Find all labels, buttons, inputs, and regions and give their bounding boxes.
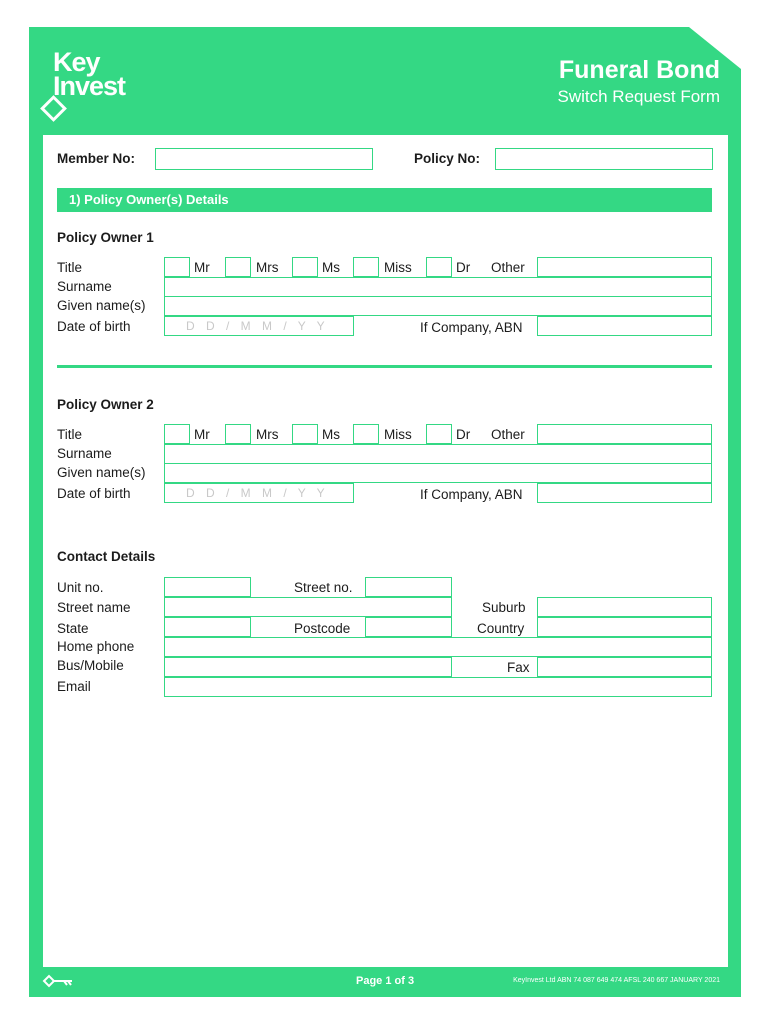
owner1-title-dr: Dr	[456, 260, 471, 275]
street-no-field[interactable]	[365, 577, 452, 597]
mobile-field[interactable]	[164, 657, 452, 677]
home-phone-field[interactable]	[164, 637, 712, 657]
section-policy-owner-details: 1) Policy Owner(s) Details	[57, 188, 712, 212]
owner1-title-mrs-checkbox[interactable]	[225, 257, 251, 277]
suburb-field[interactable]	[537, 597, 712, 617]
unit-no-label: Unit no.	[57, 580, 104, 595]
owner1-title-label: Title	[57, 260, 83, 275]
form-subtitle: Switch Request Form	[557, 87, 720, 106]
logo-line2: Invest	[53, 71, 126, 101]
owner2-title-other-field[interactable]	[537, 424, 712, 444]
owner1-title-dr-checkbox[interactable]	[426, 257, 452, 277]
page-number: Page 1 of 3	[356, 975, 415, 987]
owner2-abn-label: If Company, ABN	[420, 487, 523, 502]
street-name-label: Street name	[57, 600, 131, 615]
key-icon	[42, 974, 74, 988]
country-field[interactable]	[537, 617, 712, 637]
owner2-title-mrs-checkbox[interactable]	[225, 424, 251, 444]
email-label: Email	[57, 679, 91, 694]
unit-no-field[interactable]	[164, 577, 251, 597]
owner1-dob-placeholder: D D / M M / Y Y	[186, 319, 329, 333]
owner2-dob-label: Date of birth	[57, 486, 131, 501]
owner2-title-mr: Mr	[194, 427, 210, 442]
fax-label: Fax	[507, 660, 530, 675]
policy-no-field[interactable]	[495, 148, 713, 170]
owner2-title-label: Title	[57, 427, 83, 442]
mobile-label: Bus/Mobile	[57, 658, 124, 673]
owner2-title-miss: Miss	[384, 427, 412, 442]
owner2-given-names-field[interactable]	[164, 463, 712, 483]
owner1-heading: Policy Owner 1	[57, 230, 154, 245]
owner1-abn-label: If Company, ABN	[420, 320, 523, 335]
owner2-surname-field[interactable]	[164, 444, 712, 464]
logo-line1: Key	[53, 47, 100, 77]
owner2-title-mrs: Mrs	[256, 427, 279, 442]
owner1-title-mr: Mr	[194, 260, 210, 275]
home-phone-label: Home phone	[57, 639, 135, 654]
owner2-title-ms: Ms	[322, 427, 340, 442]
state-label: State	[57, 621, 89, 636]
owner2-dob-placeholder: D D / M M / Y Y	[186, 486, 329, 500]
street-name-field[interactable]	[164, 597, 452, 617]
suburb-label: Suburb	[482, 600, 526, 615]
fax-field[interactable]	[537, 657, 712, 677]
owner2-title-miss-checkbox[interactable]	[353, 424, 379, 444]
owner1-title-ms-checkbox[interactable]	[292, 257, 318, 277]
form-title: Funeral Bond	[558, 56, 720, 84]
owner2-title-dr-checkbox[interactable]	[426, 424, 452, 444]
owner2-given-names-label: Given name(s)	[57, 465, 146, 480]
owner1-given-names-field[interactable]	[164, 296, 712, 316]
member-no-field[interactable]	[155, 148, 373, 170]
country-label: Country	[477, 621, 525, 636]
postcode-field[interactable]	[365, 617, 452, 637]
postcode-label: Postcode	[294, 621, 351, 636]
state-field[interactable]	[164, 617, 251, 637]
owner1-surname-field[interactable]	[164, 277, 712, 297]
email-field[interactable]	[164, 677, 712, 697]
owner1-dob-label: Date of birth	[57, 319, 131, 334]
owner2-title-mr-checkbox[interactable]	[164, 424, 190, 444]
owner1-title-other-field[interactable]	[537, 257, 712, 277]
member-no-label: Member No:	[57, 151, 136, 166]
owner1-title-mr-checkbox[interactable]	[164, 257, 190, 277]
street-no-label: Street no.	[294, 580, 353, 595]
owner1-title-mrs: Mrs	[256, 260, 279, 275]
owner1-title-ms: Ms	[322, 260, 340, 275]
owner2-title-other: Other	[491, 427, 525, 442]
owner1-title-miss-checkbox[interactable]	[353, 257, 379, 277]
owner-divider	[57, 365, 712, 368]
contact-heading: Contact Details	[57, 549, 156, 564]
owner1-title-miss: Miss	[384, 260, 412, 275]
owner2-heading: Policy Owner 2	[57, 397, 154, 412]
owner2-title-ms-checkbox[interactable]	[292, 424, 318, 444]
logo	[53, 47, 126, 101]
owner1-title-other: Other	[491, 260, 525, 275]
footer-legal: KeyInvest Ltd ABN 74 087 649 474 AFSL 240 667 JANUARY 2021	[513, 977, 720, 984]
owner2-abn-field[interactable]	[537, 483, 712, 503]
owner2-surname-label: Surname	[57, 446, 112, 461]
owner2-title-dr: Dr	[456, 427, 471, 442]
owner1-abn-field[interactable]	[537, 316, 712, 336]
policy-no-label: Policy No:	[414, 151, 481, 166]
owner1-surname-label: Surname	[57, 279, 112, 294]
owner1-given-names-label: Given name(s)	[57, 298, 146, 313]
